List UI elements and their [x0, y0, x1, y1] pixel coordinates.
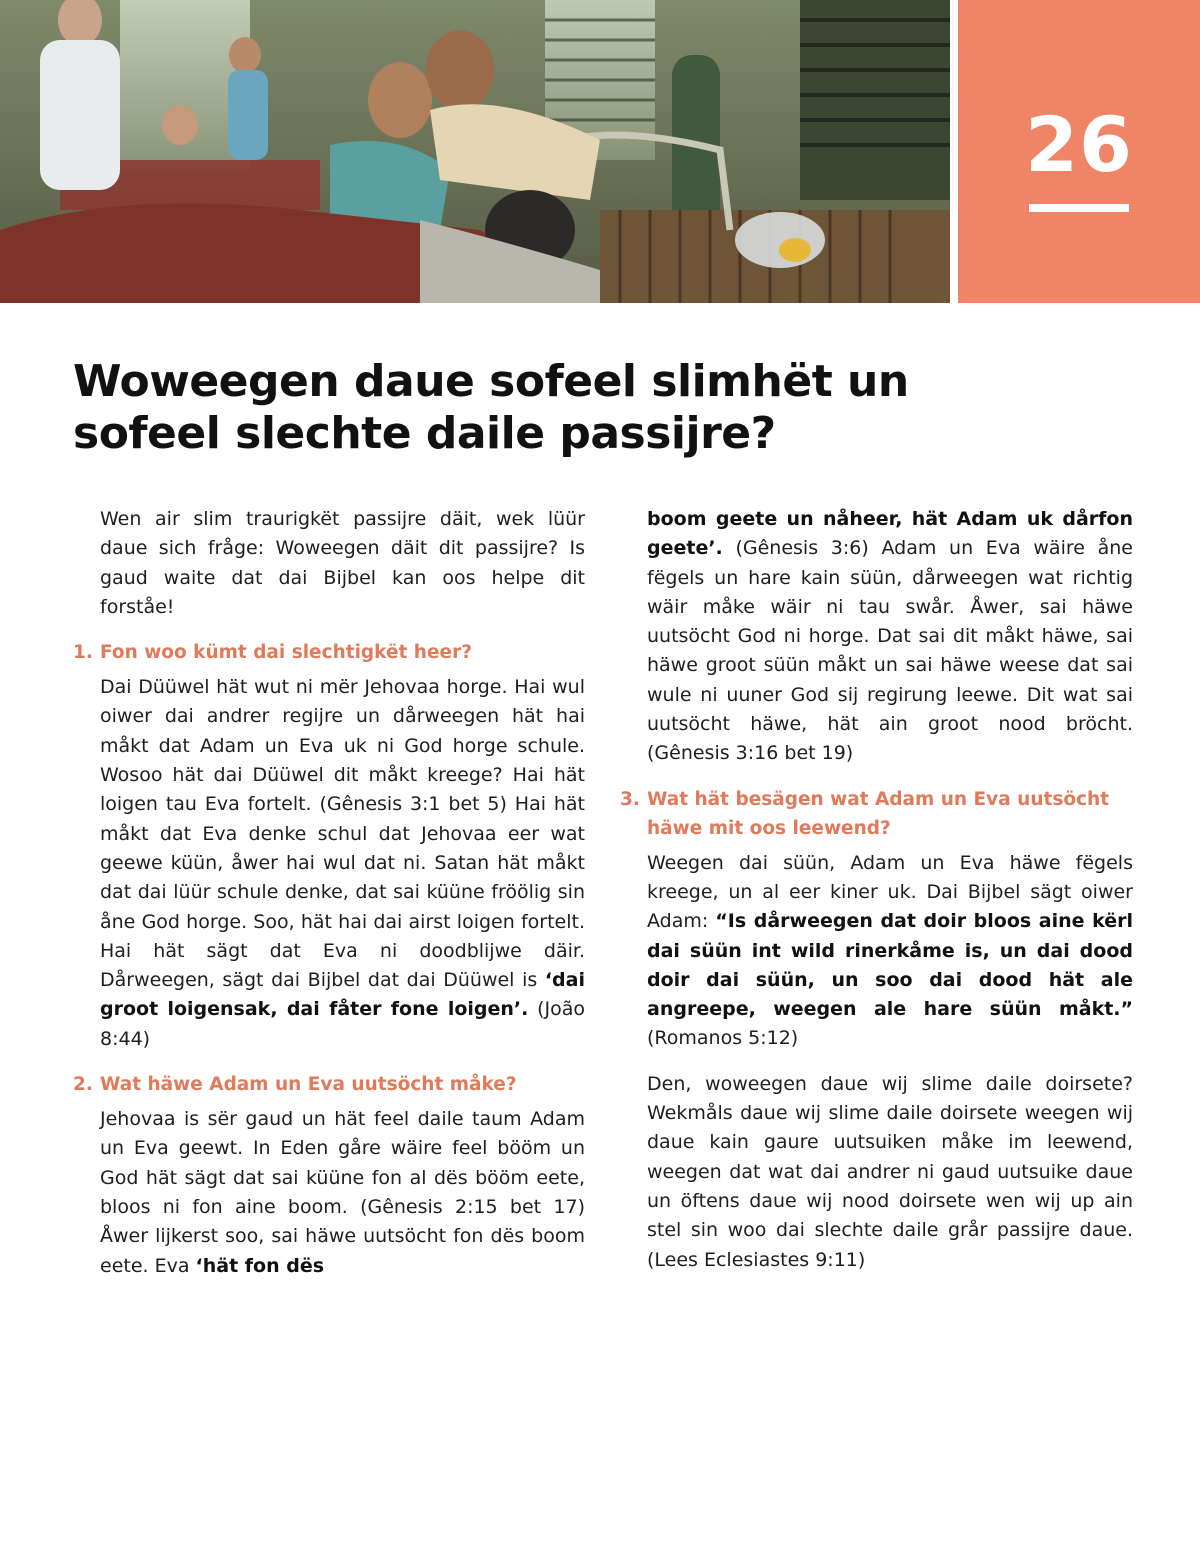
hospital-scene-image — [0, 0, 950, 303]
q2-quoted-scripture-start: ‘hät fon dës — [195, 1254, 325, 1277]
q3-quoted-scripture: “Is dårweegen dat doir bloos aine kërl dai süün int wild rinerkåme is, un dai dood doir dai süün, un soo dai dood hät ale angreepe, weegen ale hare süün måkt.” — [647, 910, 1133, 1021]
chapter-badge — [958, 0, 1200, 303]
question-1-answer — [73, 673, 585, 1054]
question-3-number: 3. — [620, 788, 640, 810]
question-3 — [620, 785, 1133, 843]
question-2-number: 2. — [73, 1074, 93, 1096]
q3-reference: (Romanos 5:12) — [647, 1027, 799, 1050]
header-photo — [0, 0, 950, 303]
q2-continuation: (Gênesis 3:6) Adam un Eva wäire åne fëgels un hare kain süün, dårweegen wat richtig wäir måke wäir ni tau swår. Åwer, sai häwe uutsöcht God ni horge. Dat sai dit måkt häwe, sai häwe groot süün måkt un sai häwe weese dat sai wule ni uuner God sij regirung leewe. Dit wat sai uutsöcht häwe, hät ain groot nood bröcht. (Gênesis 3:16 bet 19) — [647, 537, 1133, 765]
question-1-number: 1. — [73, 642, 93, 664]
q2-quoted-scripture-end: boom geete un nåheer, hät Adam uk dårfon geete’. — [647, 508, 1133, 560]
left-column — [73, 505, 585, 1297]
right-column — [620, 505, 1133, 1291]
question-1 — [73, 638, 585, 667]
q1-quoted-scripture: ‘dai groot loigensak, dai fåter fone loigen’. — [100, 969, 585, 1021]
q3-text: Weegen dai süün, Adam un Eva häwe fëgels kreege, un al eer kiner uk. Dai Bijbel sägt oiwer Adam: — [647, 851, 1133, 933]
question-3-answer-2: Den, woweegen daue wij slime daile doirsete? Wekmåls daue wij slime daile doirsete weegen wij daue kain gaure uutsuiken måke im leewend, weegen dat wat dai andrer ni gaud uutsuike daue un öftens daue wij nood doirsete wen wij up ain stel sin woo dai slechte daile grår passijre daue. (Lees Eclesiastes 9:11) — [647, 1072, 1133, 1271]
page-title: Woweegen daue sofeel slimhët un sofeel slechte daile passijre? — [73, 356, 909, 459]
question-2 — [73, 1070, 585, 1099]
question-2-answer-part-1 — [73, 1105, 585, 1281]
q1-text: Dai Düüwel hät wut ni mër Jehovaa horge. Hai wul oiwer dai andrer regijre un dårweegen hät hai måkt dat Adam un Eva uk ni God horge schule. Wosoo hät dai Düüwel dit måkt kreege? Hai hät loigen tau Eva fortelt. (Gênesis 3:1 bet 5) Hai hät måkt dat Eva denke schul dat Jehovaa eer wat geewe küün, åwer hai wul dat ni. Satan hät måkt dat dai lüür schule denke, dat sai küüne fröölig sin åne God horge. Soo, hät hai dai airst loigen fortelt. Hai hät sägt dat Eva ni doodblijwe däir. Dårweegen, sägt dai Bijbel dat dai Düüwel is — [100, 676, 585, 992]
intro-paragraph: Wen air slim traurigkët passijre däit, wek lüür daue sich fråge: Woweegen däit dit passijre? Is gaud waite dat dai Bijbel kan oos helpe dit forståe! — [100, 508, 585, 618]
q1-reference: (João 8:44) — [100, 998, 585, 1050]
question-3-text: Wat hät besägen wat Adam un Eva uutsöcht häwe mit oos leewend? — [647, 788, 1110, 839]
question-1-text: Fon woo kümt dai slechtigkët heer? — [100, 642, 472, 664]
question-3-answer — [620, 849, 1133, 1054]
chapter-underline — [1029, 204, 1129, 212]
chapter-number: 26 — [1025, 100, 1133, 189]
question-2-text: Wat häwe Adam un Eva uutsöcht måke? — [100, 1074, 517, 1096]
q2-text: Jehovaa is sër gaud un hät feel daile taum Adam un Eva geewt. In Eden gåre wäire feel bööm un God hät sägt dat sai küüne fon al dës bööm eete, bloos ni fon aine boom. (Gênesis 2:15 bet 17) Åwer lijkerst soo, sai häwe uutsöcht fon dës boom eete. Eva — [100, 1108, 585, 1277]
question-2-answer-part-2 — [620, 505, 1133, 769]
